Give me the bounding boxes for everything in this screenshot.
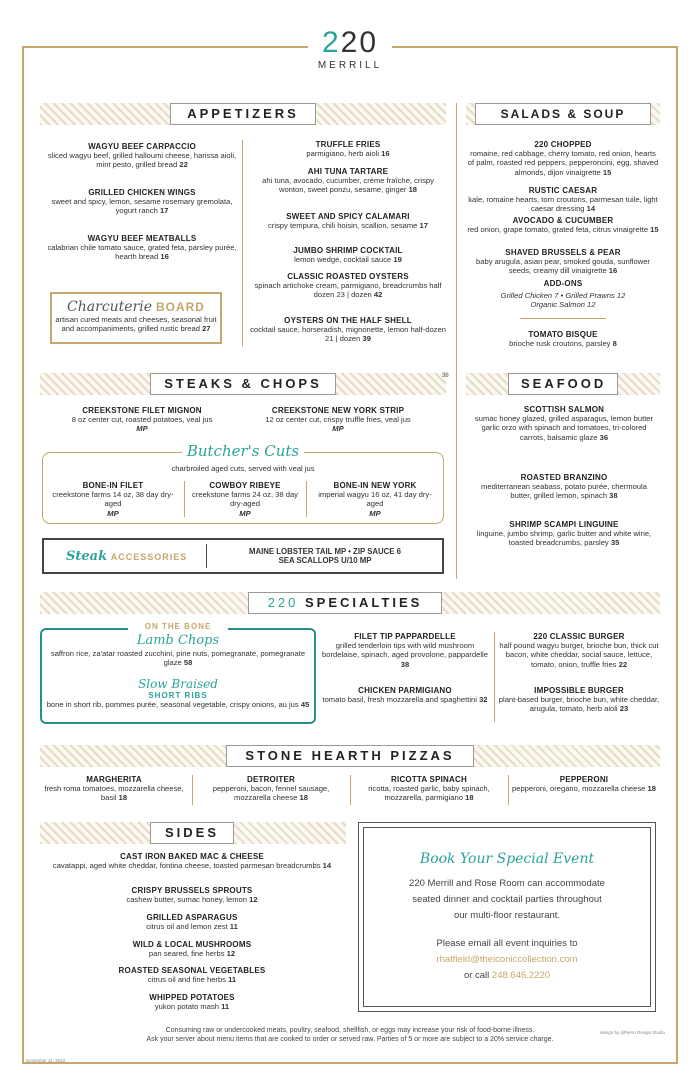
menu-item bbox=[498, 632, 660, 669]
menu-item bbox=[44, 775, 184, 803]
item-desc: bone in short rib, pommes purée, seasonal vegetable, crispy onions, au jus bbox=[46, 700, 299, 710]
item-name: IMPOSSIBLE BURGER bbox=[534, 686, 624, 695]
item-price: 39 bbox=[362, 334, 371, 344]
design-credit: design by diPietro Design Studio bbox=[600, 1030, 666, 1035]
menu-item bbox=[512, 775, 656, 793]
page-number: 38 bbox=[442, 373, 449, 379]
addons-line: Grilled Chicken 7 • Grilled Prawns 12 bbox=[500, 291, 626, 301]
item-price: 12 bbox=[249, 895, 258, 905]
addons-line: Organic Salmon 12 bbox=[530, 300, 596, 310]
item-name: RICOTTA SPINACH bbox=[391, 775, 467, 784]
item-name: WAGYU BEEF MEATBALLS bbox=[87, 234, 197, 243]
item-desc: pepperoni, bacon, fennel sausage, mozzarella cheese bbox=[212, 784, 330, 803]
footer-line: Ask your server about menu items that are cooked to order or served raw. Parties of 5 or more are subject to a 20% service charge. bbox=[146, 1036, 554, 1043]
event-body-line: 220 Merrill and Rose Room can accommodate bbox=[409, 878, 605, 889]
menu-item bbox=[320, 632, 490, 669]
item-name: BONE-IN NEW YORK bbox=[333, 481, 417, 490]
ribs-title: Slow Braised bbox=[138, 677, 218, 691]
item-name: CREEKSTONE FILET MIGNON bbox=[82, 406, 202, 415]
item-name: COWBOY RIBEYE bbox=[209, 481, 281, 490]
item-name: SWEET AND SPICY CALAMARI bbox=[286, 212, 410, 221]
event-body-line: our multi-floor restaurant. bbox=[453, 910, 561, 921]
divider bbox=[242, 140, 243, 346]
item-desc: grilled tenderloin tips with wild mushroom bordelaise, spinach, aged provolone, pappardelle bbox=[322, 641, 488, 660]
event-body bbox=[363, 876, 651, 984]
item-price: 42 bbox=[373, 290, 383, 300]
menu-item bbox=[44, 913, 340, 931]
lamb-title: Lamb Chops bbox=[136, 633, 220, 648]
menu-item bbox=[310, 481, 440, 518]
menu-item bbox=[250, 272, 446, 300]
item-name: 220 CLASSIC BURGER bbox=[533, 632, 625, 641]
item-price: MP bbox=[239, 508, 251, 518]
menu-item bbox=[48, 481, 178, 518]
item-name: CAST IRON BAKED MAC & CHEESE bbox=[120, 852, 264, 861]
logo-number-first: 2 bbox=[321, 26, 341, 59]
event-call-line bbox=[363, 968, 651, 984]
footer-line: Consuming raw or undercooked meats, poultry, seafood, shellfish, or eggs may increase your risk of food-borne illness. bbox=[165, 1027, 535, 1034]
item-name: BONE-IN FILET bbox=[82, 481, 144, 490]
event-title-wrap bbox=[363, 850, 651, 868]
menu-item bbox=[44, 886, 340, 904]
divider bbox=[508, 775, 509, 805]
menu-item bbox=[44, 188, 240, 216]
specialties-title-word: SPECIALTIES bbox=[305, 595, 423, 610]
divider bbox=[520, 318, 606, 319]
item-price: 22 bbox=[618, 659, 628, 669]
item-name: AHI TUNA TARTARE bbox=[307, 167, 389, 176]
footer-disclaimer bbox=[0, 1026, 700, 1044]
item-desc: saffron rice, za'atar roasted zucchini, pine nuts, pomegranate, pomegranate glaze bbox=[50, 649, 306, 668]
event-body-line: seated dinner and cocktail parties throughout bbox=[412, 894, 602, 905]
event-email-line: Please email all event inquiries to bbox=[436, 938, 578, 949]
butchers-cuts-title-wrap bbox=[182, 442, 304, 460]
item-name: CREEKSTONE NEW YORK STRIP bbox=[271, 406, 405, 415]
menu-item bbox=[44, 234, 240, 262]
item-name: OYSTERS ON THE HALF SHELL bbox=[284, 316, 412, 325]
divider bbox=[192, 775, 193, 805]
item-price: 18 bbox=[299, 793, 308, 803]
menu-item bbox=[466, 186, 660, 214]
item-price: 17 bbox=[419, 221, 428, 231]
item-price: 32 bbox=[479, 695, 488, 705]
accessories-items bbox=[210, 547, 440, 565]
item-desc: half pound wagyu burger, brioche bun, thick cut bacon, white cheddar, social sauce, lettuce, tomato, onion, truffle fries bbox=[499, 641, 659, 669]
menu-item bbox=[196, 775, 346, 803]
menu-item bbox=[250, 167, 446, 195]
item-desc: ahi tuna, avocado, cucumber, crème fraîche, crispy wonton, sweet ponzu, sesame, ginger bbox=[262, 176, 434, 195]
item-name: ROASTED SEASONAL VEGETABLES bbox=[118, 966, 266, 975]
item-price: 14 bbox=[586, 204, 596, 214]
menu-item bbox=[190, 481, 300, 518]
item-price: 23 bbox=[619, 704, 629, 714]
menu-item bbox=[250, 140, 446, 158]
menu-item bbox=[250, 246, 446, 264]
item-name: 220 CHOPPED bbox=[534, 140, 592, 149]
addons bbox=[466, 279, 660, 310]
logo bbox=[0, 28, 700, 73]
item-price: 18 bbox=[408, 185, 418, 195]
item-price: 18 bbox=[465, 793, 474, 803]
item-name: WILD & LOCAL MUSHROOMS bbox=[132, 940, 252, 949]
item-price: 14 bbox=[322, 861, 332, 871]
salads-title: SALADS & SOUP bbox=[475, 103, 651, 125]
divider bbox=[350, 775, 351, 805]
item-price: 16 bbox=[381, 149, 390, 159]
menu-item bbox=[466, 216, 660, 234]
item-desc: mediterranean seabass, potato purée, chermoula butter, grilled lemon, spinach bbox=[481, 482, 647, 501]
item-price: 17 bbox=[159, 206, 169, 216]
item-price: 15 bbox=[650, 225, 659, 235]
item-price: 11 bbox=[228, 975, 237, 985]
item-price: 45 bbox=[300, 700, 310, 710]
item-desc: fresh roma tomatoes, mozzarella cheese, basil bbox=[44, 784, 184, 803]
menu-item bbox=[44, 940, 340, 958]
divider bbox=[184, 481, 185, 517]
addons-title: ADD-ONS bbox=[543, 279, 583, 288]
item-name: TOMATO BISQUE bbox=[528, 330, 598, 339]
divider bbox=[306, 481, 307, 517]
event-phone-link[interactable]: 248.646.2220 bbox=[491, 970, 551, 981]
item-desc: yukon potato mash bbox=[154, 1002, 219, 1012]
menu-item bbox=[498, 686, 660, 714]
item-desc: brioche rusk croutons, parsley bbox=[509, 339, 611, 349]
item-desc: citrus oil and lemon zest bbox=[146, 922, 228, 932]
item-price: 11 bbox=[229, 922, 238, 932]
sides-title: SIDES bbox=[150, 822, 234, 844]
seafood-title: SEAFOOD bbox=[508, 373, 618, 395]
item-price: 38 bbox=[609, 491, 618, 501]
item-name: CLASSIC ROASTED OYSTERS bbox=[287, 272, 409, 281]
item-price: MP bbox=[107, 508, 119, 518]
on-the-bone-label: ON THE BONE bbox=[128, 621, 228, 633]
menu-item bbox=[44, 993, 340, 1011]
menu-item bbox=[466, 248, 660, 276]
item-desc: linguine, jumbo shrimp, garlic butter and white wine, toasted breadcrumbs, parsley bbox=[476, 529, 652, 548]
item-price: 8 bbox=[612, 339, 617, 349]
item-desc: creekstone farms 24 oz, 38 day dry-aged bbox=[192, 490, 298, 509]
charcuterie-script: Charcuterie bbox=[67, 299, 153, 315]
item-desc: 8 oz center cut, roasted potatoes, veal jus bbox=[71, 415, 213, 425]
item-name: WAGYU BEEF CARPACCIO bbox=[88, 142, 196, 151]
item-price: MP bbox=[136, 424, 148, 434]
item-price: 11 bbox=[221, 1002, 230, 1012]
item-name: AVOCADO & CUCUMBER bbox=[512, 216, 614, 225]
item-desc: calabrian chile tomato sauce, grated feta, parsley purée, hearth bread bbox=[47, 243, 237, 262]
steaks-title: STEAKS & CHOPS bbox=[150, 373, 336, 395]
item-desc: red onion, grape tomato, grated feta, citrus vinaigrette bbox=[467, 225, 649, 235]
item-desc: plant-based burger, brioche bun, white cheddar, arugula, tomato, herb aioli bbox=[498, 695, 660, 714]
menu-item bbox=[44, 633, 312, 667]
item-price: 16 bbox=[608, 266, 618, 276]
item-desc: baby arugula, asian pear, smoked gouda, sunflower seeds, creamy dill vinaigrette bbox=[476, 257, 650, 276]
menu-item bbox=[44, 966, 340, 984]
logo-number-rest: 20 bbox=[340, 26, 379, 59]
appetizers-title: APPETIZERS bbox=[170, 103, 316, 125]
menu-item bbox=[470, 520, 658, 548]
item-name: PEPPERONI bbox=[559, 775, 609, 784]
item-name: ROASTED BRANZINO bbox=[520, 473, 608, 482]
menu-item bbox=[466, 330, 660, 348]
steak-accessories-heading bbox=[66, 548, 206, 565]
event-call-label: or call bbox=[463, 970, 490, 981]
menu-item bbox=[240, 406, 436, 434]
item-desc: sweet and spicy, lemon, sesame rosemary gremolata, yogurt ranch bbox=[51, 197, 233, 216]
item-price: 15 bbox=[602, 167, 612, 177]
specialties-title bbox=[248, 592, 442, 614]
item-name: CHICKEN PARMIGIANO bbox=[358, 686, 452, 695]
item-price: 36 bbox=[599, 432, 609, 442]
item-price: 35 bbox=[610, 538, 620, 548]
ribs-word: SHORT RIBS bbox=[148, 691, 208, 700]
item-name: TRUFFLE FRIES bbox=[315, 140, 381, 149]
item-desc: pan seared, fine herbs bbox=[148, 949, 225, 959]
item-name: JUMBO SHRIMP COCKTAIL bbox=[293, 246, 403, 255]
event-email-link[interactable]: rhatfield@theiconiccollection.com bbox=[436, 954, 578, 965]
item-name: MARGHERITA bbox=[86, 775, 142, 784]
logo-name: MERRILL bbox=[317, 60, 383, 71]
item-desc: artisan cured meats and cheeses, seasonal fruit and accompaniments, grilled rustic bread bbox=[55, 315, 217, 334]
item-price: 18 bbox=[647, 784, 656, 794]
item-desc: pepperoni, oregano, mozzarella cheese bbox=[512, 784, 646, 794]
menu-item bbox=[466, 140, 660, 177]
item-desc: cavatappi, aged white cheddar, fontina cheese, toasted parmesan breadcrumbs bbox=[52, 861, 321, 871]
item-desc: cashew butter, sumac honey, lemon bbox=[126, 895, 247, 905]
item-price: MP bbox=[369, 508, 381, 518]
column-divider bbox=[456, 103, 457, 579]
item-price: 38 bbox=[400, 659, 410, 669]
menu-item bbox=[320, 686, 490, 704]
item-desc: cocktail sauce, horseradish, mignonette, lemon half-dozen 21 | dozen bbox=[250, 325, 446, 344]
menu-item bbox=[354, 775, 504, 803]
item-desc: crispy tempura, chili hoisin, scallion, sesame bbox=[268, 221, 418, 231]
item-desc: romaine, red cabbage, cherry tomato, red onion, hearts of palm, roasted red peppers, pepperoncini, egg, shaved almonds, dijon vinaigrette bbox=[467, 149, 659, 177]
item-price: 58 bbox=[183, 658, 193, 668]
item-price: 16 bbox=[160, 252, 169, 262]
menu-item bbox=[44, 406, 240, 434]
item-desc: ricotta, roasted garlic, baby spinach, mozzarella, parmigiano bbox=[368, 784, 490, 803]
print-date: November 11, 2022 bbox=[26, 1058, 66, 1063]
menu-item bbox=[44, 852, 340, 870]
charcuterie-word: BOARD bbox=[155, 300, 205, 314]
event-title: Book Your Special Event bbox=[419, 851, 595, 867]
item-price: 22 bbox=[179, 160, 188, 170]
specialties-title-num: 220 bbox=[267, 595, 299, 610]
item-price: 27 bbox=[202, 324, 211, 334]
butchers-cuts-title: Butcher's Cuts bbox=[186, 442, 300, 460]
menu-item bbox=[44, 678, 312, 709]
item-desc: sliced wagyu beef, grilled halloumi cheese, harissa aioli, mint pesto, grilled bread bbox=[47, 151, 237, 170]
accessories-line: MAINE LOBSTER TAIL MP • ZIP SAUCE 6 bbox=[248, 547, 402, 556]
item-name: SHRIMP SCAMPI LINGUINE bbox=[509, 520, 619, 529]
butchers-cuts-sub: charbroiled aged cuts, served with veal jus bbox=[171, 464, 315, 473]
item-price: 19 bbox=[393, 255, 402, 265]
item-desc: kale, romaine hearts, torn croutons, parmesan tuile, light caesar dressing bbox=[468, 195, 658, 214]
item-name: SCOTTISH SALMON bbox=[523, 405, 605, 414]
item-desc: creekstone farms 14 oz, 38 day dry-aged bbox=[52, 490, 174, 509]
item-name: CRISPY BRUSSELS SPROUTS bbox=[131, 886, 253, 895]
item-desc: lemon wedge, cocktail sauce bbox=[294, 255, 392, 265]
pizzas-title: STONE HEARTH PIZZAS bbox=[226, 745, 474, 767]
item-name: RUSTIC CAESAR bbox=[528, 186, 598, 195]
item-name: DETROITER bbox=[246, 775, 296, 784]
item-desc: imperial wagyu 16 oz, 41 day dry-aged bbox=[318, 490, 432, 509]
menu-item bbox=[250, 316, 446, 344]
accessories-word: ACCESSORIES bbox=[110, 552, 188, 562]
item-price: 12 bbox=[226, 949, 236, 959]
item-desc: spinach artichoke cream, parmigiano, breadcrumbs half dozen 23 | dozen bbox=[254, 281, 442, 300]
item-desc: 12 oz center cut, crispy truffle fries, veal jus bbox=[265, 415, 411, 425]
item-desc: citrus oil and fine herbs bbox=[147, 975, 226, 985]
divider bbox=[494, 632, 495, 722]
item-name: GRILLED CHICKEN WINGS bbox=[88, 188, 196, 197]
item-price: 18 bbox=[118, 793, 128, 803]
accessories-line: SEA SCALLOPS U/10 MP bbox=[278, 556, 372, 566]
menu-item bbox=[470, 473, 658, 501]
divider bbox=[206, 544, 207, 568]
item-desc: tomato basil, fresh mozzarella and spaghettini bbox=[322, 695, 477, 705]
charcuterie-item bbox=[52, 298, 220, 333]
item-name: SHAVED BRUSSELS & PEAR bbox=[505, 248, 621, 257]
item-price: MP bbox=[332, 424, 344, 434]
menu-item bbox=[470, 405, 658, 442]
item-desc: parmigiano, herb aioli bbox=[306, 149, 380, 159]
item-name: WHIPPED POTATOES bbox=[149, 993, 235, 1002]
accessories-script: Steak bbox=[66, 549, 108, 564]
menu-item bbox=[250, 212, 446, 230]
item-name: GRILLED ASPARAGUS bbox=[146, 913, 238, 922]
menu-item bbox=[44, 142, 240, 170]
item-desc: sumac honey glazed, grilled asparagus, lemon butter garlic orzo with spinach and tomatoes, tri-colored carrots, balsamic glaze bbox=[474, 414, 654, 442]
item-name: FILET TIP PAPPARDELLE bbox=[354, 632, 456, 641]
